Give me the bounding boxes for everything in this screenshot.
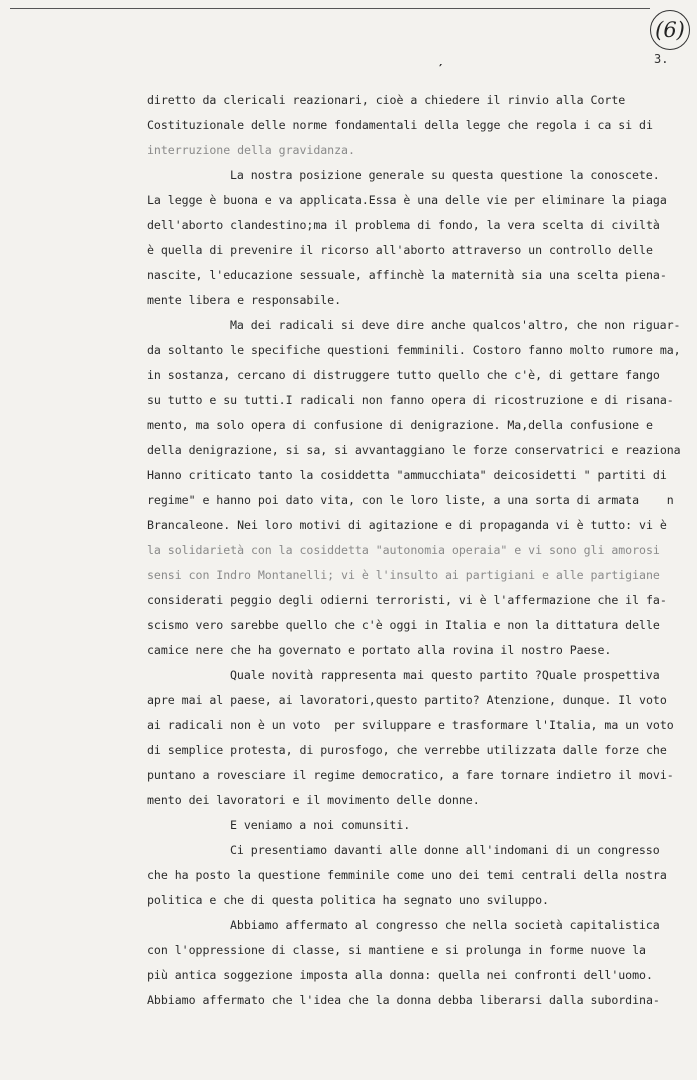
text-line: della denigrazione, si sa, si avvantaggiano le forze conservatrici e reaziona <box>147 443 681 457</box>
text-line: mento, ma solo opera di confusione di denigrazione. Ma,della confusione e <box>147 418 653 432</box>
text-line: più antica soggezione imposta alla donna: quella nei confronti dell'uomo. <box>147 968 653 982</box>
ink-mark: ′ <box>437 62 445 76</box>
text-line: diretto da clericali reazionari, cioè a chiedere il rinvio alla Corte <box>147 93 626 107</box>
page-number: 3. <box>654 52 669 66</box>
text-line: in sostanza, cercano di distruggere tutto quello che c'è, di gettare fango <box>147 368 660 382</box>
text-line: sensi con Indro Montanelli; vi è l'insulto ai partigiani e alle partigiane <box>147 568 660 582</box>
text-line: La nostra posizione generale su questa questione la conoscete. <box>230 168 660 182</box>
text-line: la solidarietà con la cosiddetta "autonomia operaia" e vi sono gli amorosi <box>147 543 660 557</box>
text-line: di semplice protesta, di purosfogo, che verrebbe utilizzata dalle forze che <box>147 743 667 757</box>
text-line: considerati peggio degli odierni terroristi, vi è l'affermazione che il fa- <box>147 593 667 607</box>
text-line: La legge è buona e va applicata.Essa è una delle vie per eliminare la piaga <box>147 193 667 207</box>
text-line: camice nere che ha governato e portato alla rovina il nostro Paese. <box>147 643 612 657</box>
text-line: Brancaleone. Nei loro motivi di agitazione e di propaganda vi è tutto: vi è <box>147 518 667 532</box>
text-line: dell'aborto clandestino;ma il problema di fondo, la vera scelta di civiltà <box>147 218 660 232</box>
text-line: su tutto e su tutti.I radicali non fanno opera di ricostruzione e di risana- <box>147 393 674 407</box>
text-line: Costituzionale delle norme fondamentali della legge che regola i ca si di <box>147 118 653 132</box>
text-line: Ma dei radicali si deve dire anche qualcos'altro, che non riguar- <box>230 318 681 332</box>
text-line: mento dei lavoratori e il movimento delle donne. <box>147 793 480 807</box>
text-line: ai radicali non è un voto per sviluppare e trasformare l'Italia, ma un voto <box>147 718 674 732</box>
text-line: nascite, l'educazione sessuale, affinchè la maternità sia una scelta piena- <box>147 268 667 282</box>
text-line: interruzione della gravidanza. <box>147 143 355 157</box>
text-line: Hanno criticato tanto la cosiddetta "ammucchiata" deicosidetti " partiti di <box>147 468 667 482</box>
text-line: politica e che di questa politica ha segnato uno sviluppo. <box>147 893 549 907</box>
text-line: apre mai al paese, ai lavoratori,questo partito? Atenzione, dunque. Il voto <box>147 693 667 707</box>
text-line: puntano a rovesciare il regime democratico, a fare tornare indietro il movi- <box>147 768 674 782</box>
text-line: Ci presentiamo davanti alle donne all'indomani di un congresso <box>230 843 660 857</box>
text-line: che ha posto la questione femminile come uno dei temi centrali della nostra <box>147 868 667 882</box>
text-line: mente libera e responsabile. <box>147 293 342 307</box>
text-line: E veniamo a noi comunsiti. <box>230 818 411 832</box>
text-line: Abbiamo affermato al congresso che nella società capitalistica <box>230 918 660 932</box>
text-line: con l'oppressione di classe, si mantiene e si prolunga in forme nuove la <box>147 943 646 957</box>
text-line: Quale novità rappresenta mai questo partito ?Quale prospettiva <box>230 668 660 682</box>
page-stamp: (6) <box>650 10 690 50</box>
text-line: scismo vero sarebbe quello che c'è oggi in Italia e non la dittatura delle <box>147 618 660 632</box>
text-line: regime" e hanno poi dato vita, con le loro liste, a una sorta di armata n <box>147 493 674 507</box>
text-line: da soltanto le specifiche questioni femminili. Costoro fanno molto rumore ma, <box>147 343 681 357</box>
text-line: è quella di prevenire il ricorso all'aborto attraverso un controllo delle <box>147 243 653 257</box>
text-line: Abbiamo affermato che l'idea che la donna debba liberarsi dalla subordina- <box>147 993 660 1007</box>
